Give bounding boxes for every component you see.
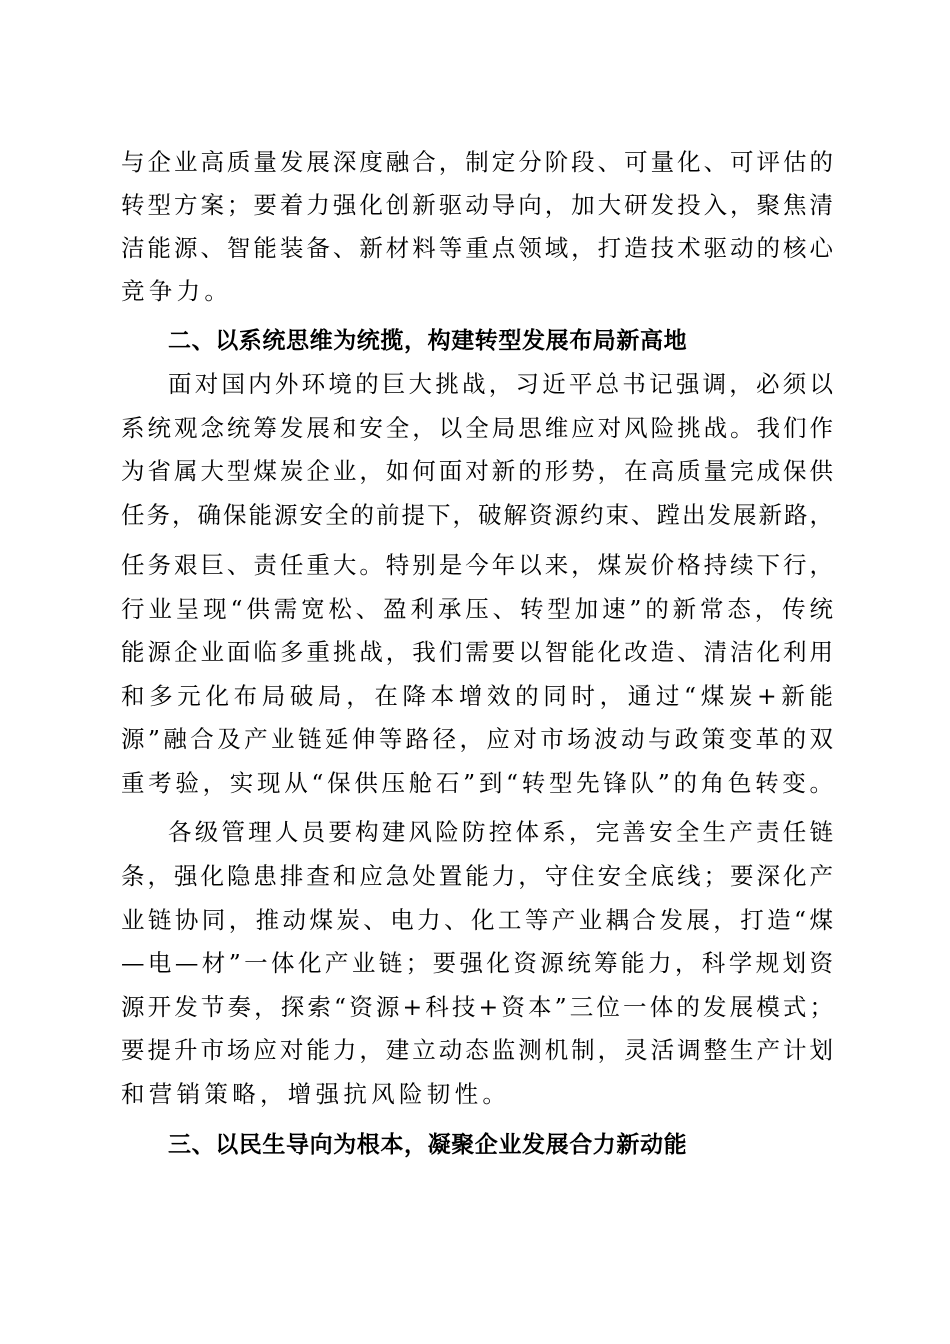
paragraph-line: 能源企业面临多重挑战，我们需要以智能化改造、清洁化利用 (121, 638, 833, 666)
section-heading-2: 二、以系统思维为统揽，构建转型发展布局新高地 (168, 328, 688, 354)
paragraph-line: —电—材”一体化产业链；要强化资源统筹能力，科学规划资 (121, 949, 833, 977)
section-heading-3: 三、以民生导向为根本，凝聚企业发展合力新动能 (168, 1132, 688, 1158)
paragraph-line: 业链协同，推动煤炭、电力、化工等产业耦合发展，打造“煤 (121, 906, 833, 934)
paragraph-line: 洁能源、智能装备、新材料等重点领域，打造技术驱动的核心 (121, 234, 833, 262)
paragraph-line: 任务，确保能源安全的前提下，破解资源约束、蹚出发展新路， (121, 501, 833, 529)
paragraph-line: 行业呈现“供需宽松、盈利承压、转型加速”的新常态，传统 (121, 595, 833, 623)
paragraph-line: 和多元化布局破局，在降本增效的同时，通过“煤炭+新能 (121, 682, 833, 710)
paragraph-line: 各级管理人员要构建风险防控体系，完善安全生产责任链 (168, 818, 833, 846)
paragraph-line: 竞争力。 (121, 277, 233, 305)
paragraph-line: 为省属大型煤炭企业，如何面对新的形势，在高质量完成保供 (121, 457, 833, 485)
paragraph-line: 系统观念统筹发展和安全，以全局思维应对风险挑战。我们作 (121, 414, 833, 442)
paragraph-line: 要提升市场应对能力，建立动态监测机制，灵活调整生产计划 (121, 1036, 833, 1064)
paragraph-line: 源”融合及产业链延伸等路径，应对市场波动与政策变革的双 (121, 725, 833, 753)
paragraph-line: 源开发节奏，探索“资源+科技+资本”三位一体的发展模式； (121, 993, 833, 1021)
paragraph-line: 条，强化隐患排查和应急处置能力，守住安全底线；要深化产 (121, 862, 833, 890)
paragraph-line: 与企业高质量发展深度融合，制定分阶段、可量化、可评估的 (121, 148, 833, 176)
paragraph-line: 重考验，实现从“保供压舱石”到“转型先锋队”的角色转变。 (121, 769, 833, 797)
paragraph-line: 面对国内外环境的巨大挑战，习近平总书记强调，必须以 (168, 370, 833, 398)
paragraph-line: 转型方案；要着力强化创新驱动导向，加大研发投入，聚焦清 (121, 191, 833, 219)
paragraph-line: 和营销策略，增强抗风险韧性。 (121, 1080, 511, 1108)
paragraph-line: 任务艰巨、责任重大。特别是今年以来，煤炭价格持续下行， (121, 551, 833, 579)
